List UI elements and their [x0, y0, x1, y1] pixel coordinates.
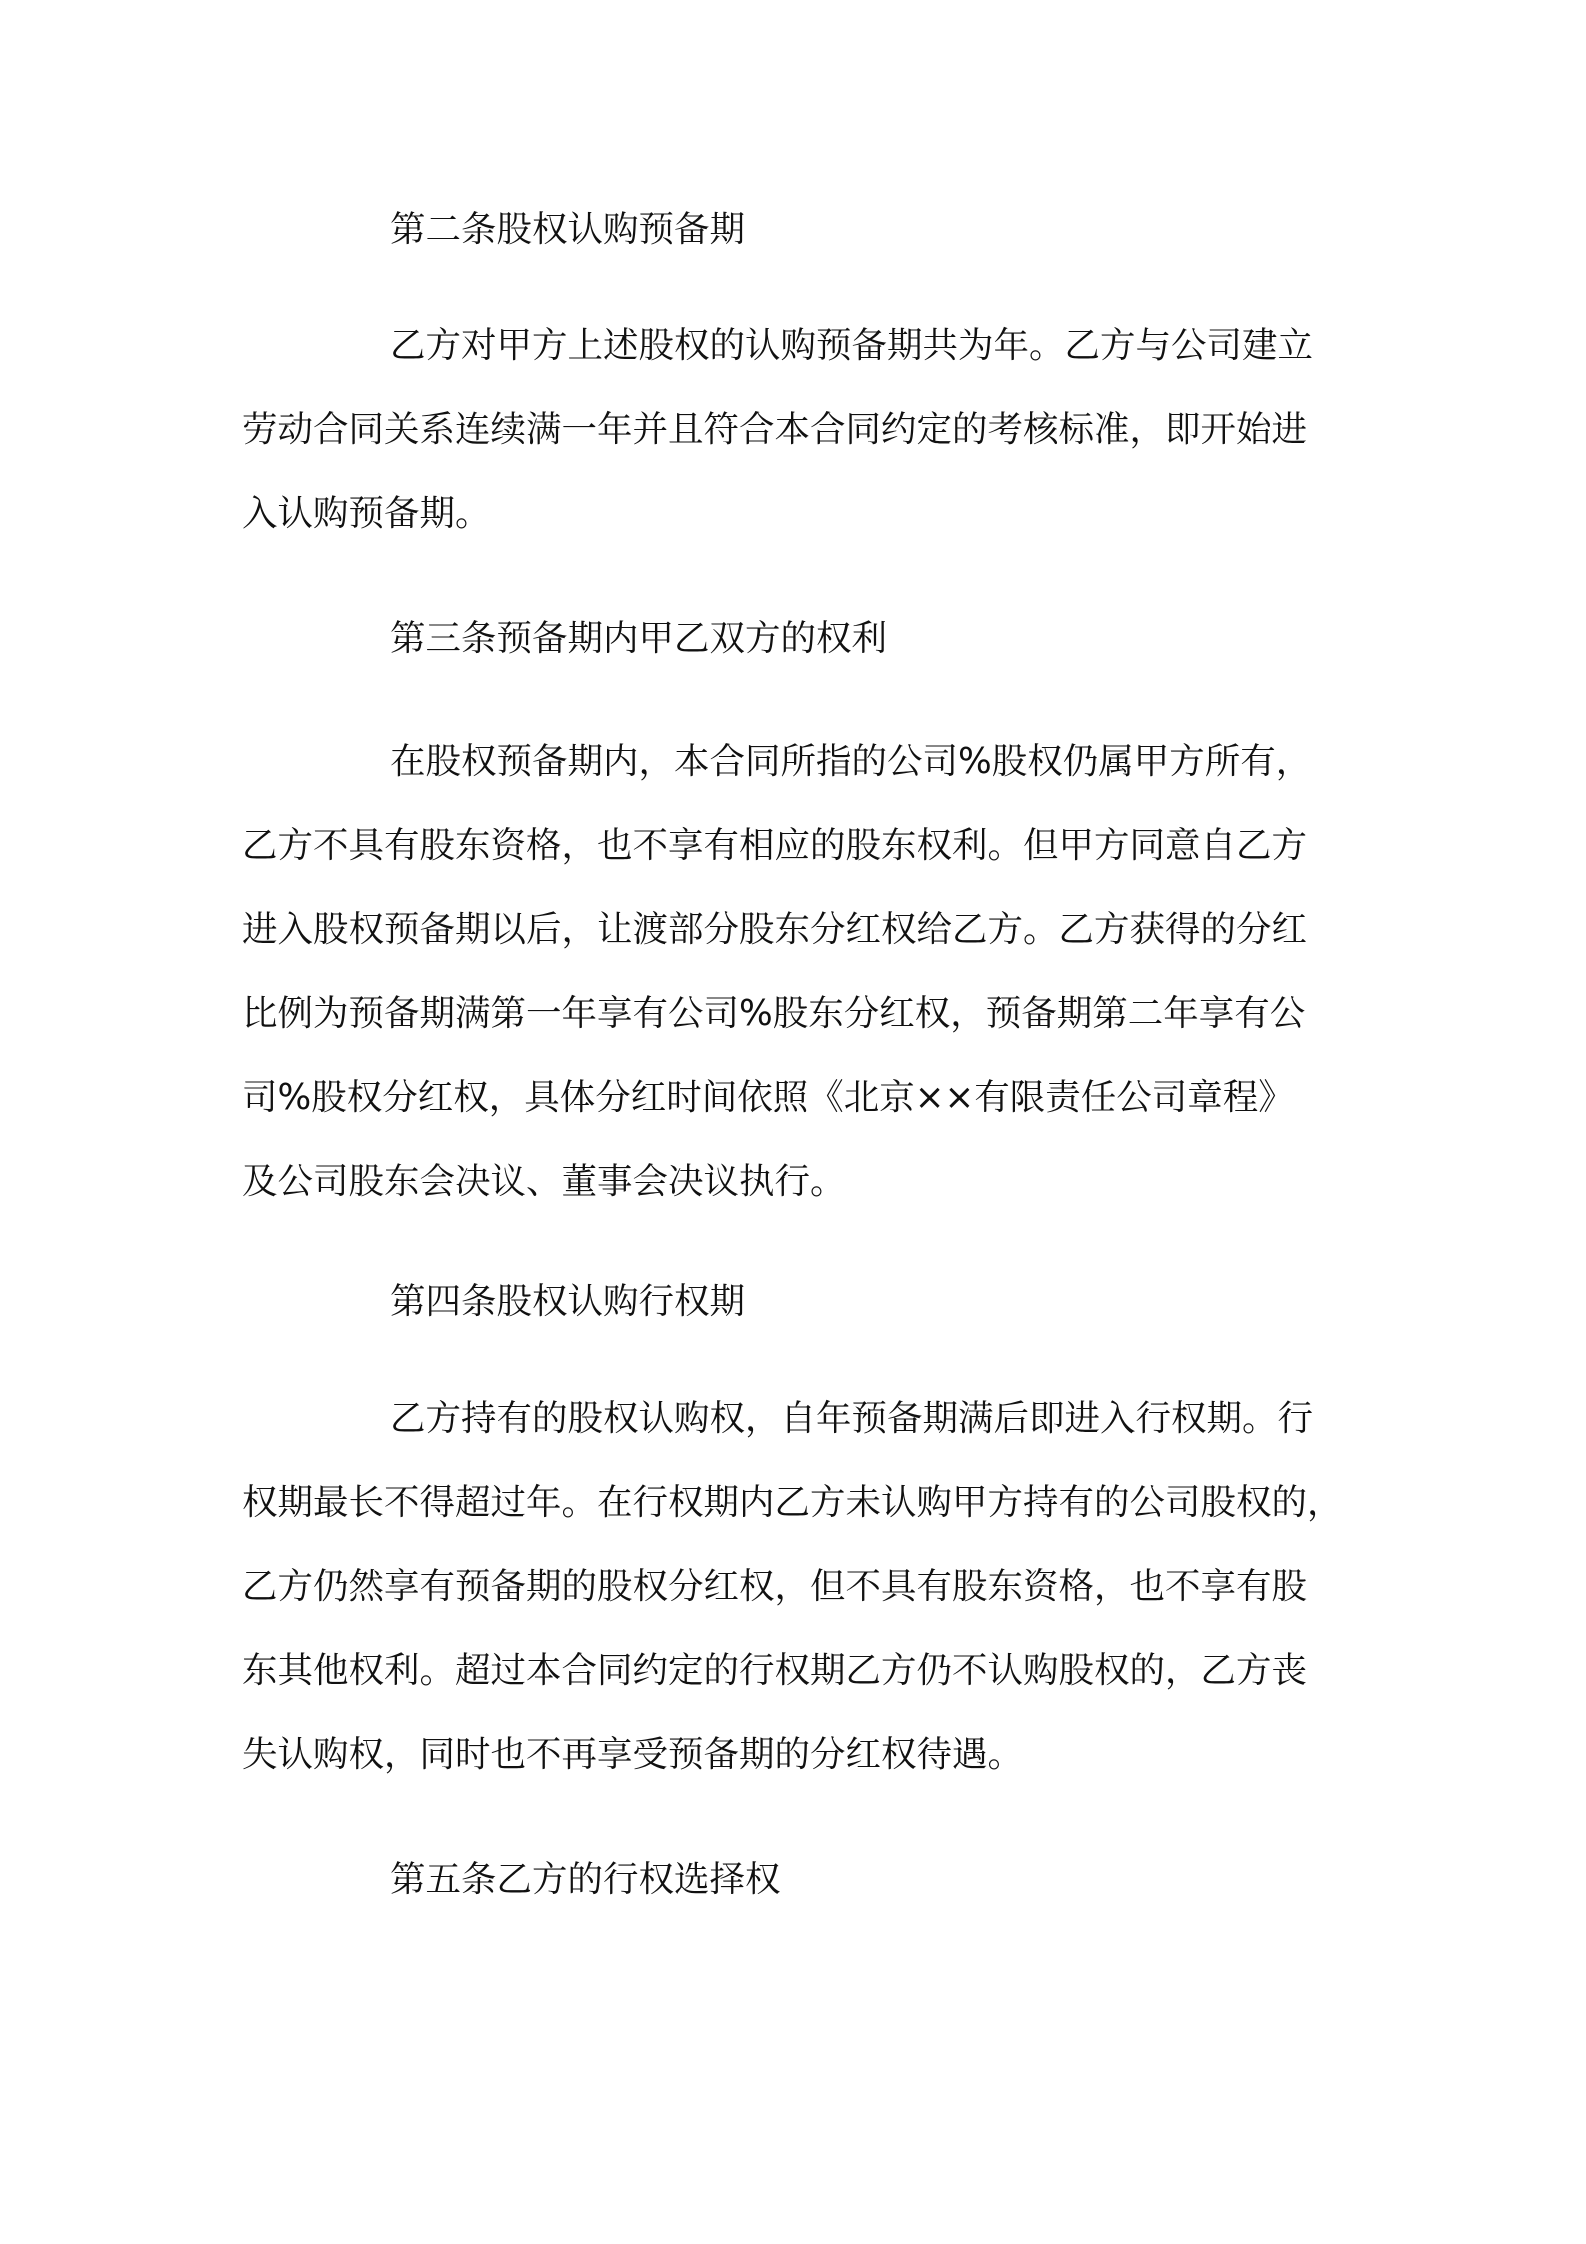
paragraph-line: 劳动合同关系连续满一年并且符合本合同约定的考核标准，即开始进	[242, 409, 1308, 450]
section-heading-3	[242, 597, 1362, 681]
heading-text: 第四条股权认购行权期	[390, 1281, 746, 1322]
heading-text: 第三条预备期内甲乙双方的权利	[390, 618, 888, 659]
paragraph-line: 乙方仍然享有预备期的股权分红权，但不具有股东资格，也不享有股	[242, 1566, 1308, 1607]
paragraph-line: 乙方不具有股东资格，也不享有相应的股东权利。但甲方同意自乙方	[242, 825, 1308, 866]
paragraph-line: 司%股权分红权，具体分红时间依照《北京××有限责任公司章程》	[242, 1077, 1294, 1118]
section-heading-5	[242, 1838, 1362, 1922]
paragraph-line: 在股权预备期内，本合同所指的公司%股权仍属甲方所有，	[390, 741, 1312, 782]
heading-text: 第二条股权认购预备期	[390, 209, 746, 250]
paragraph-line: 失认购权，同时也不再享受预备期的分红权待遇。	[242, 1734, 1024, 1775]
section-heading-4	[242, 1260, 1362, 1344]
paragraph-line: 东其他权利。超过本合同约定的行权期乙方仍不认购股权的，乙方丧	[242, 1650, 1308, 1691]
paragraph-line: 及公司股东会决议、董事会决议执行。	[242, 1161, 846, 1202]
heading-text: 第五条乙方的行权选择权	[390, 1859, 781, 1900]
section-paragraph-4	[242, 1377, 1362, 1797]
section-paragraph-2	[242, 304, 1362, 556]
section-heading-2	[242, 188, 1362, 272]
paragraph-line: 权期最长不得超过年。在行权期内乙方未认购甲方持有的公司股权的，	[242, 1482, 1343, 1523]
paragraph-line: 乙方持有的股权认购权，自年预备期满后即进入行权期。行	[390, 1398, 1314, 1439]
section-paragraph-3	[242, 720, 1362, 1224]
paragraph-line: 入认购预备期。	[242, 493, 491, 534]
paragraph-line: 比例为预备期满第一年享有公司%股东分红权，预备期第二年享有公	[242, 993, 1306, 1034]
paragraph-line: 乙方对甲方上述股权的认购预备期共为年。乙方与公司建立	[390, 325, 1314, 366]
paragraph-line: 进入股权预备期以后，让渡部分股东分红权给乙方。乙方获得的分红	[242, 909, 1308, 950]
